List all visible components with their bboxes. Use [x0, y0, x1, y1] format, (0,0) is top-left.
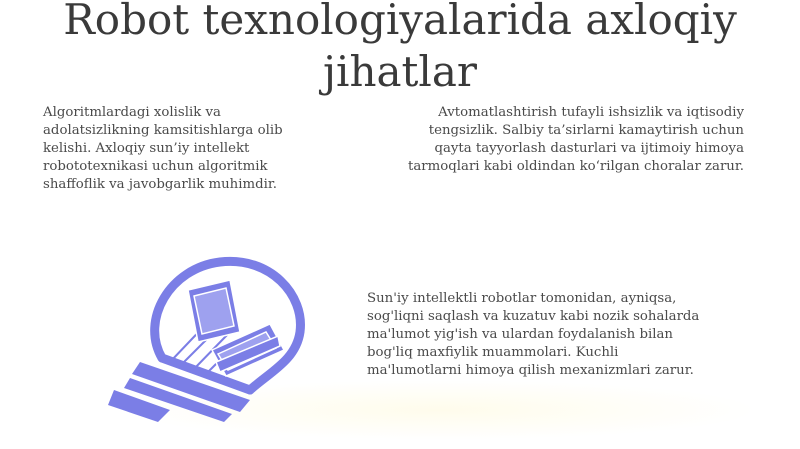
paragraph-algorithmic-bias: Algoritmlardagi xolislik va adolatsizlikning kamsitishlarga olib kelishi. Axloqiy sun’iy intellekt robototexnikasi uchun algoritmik shaffoflik va javobgarlik muhimdir. — [43, 105, 283, 192]
paragraph-privacy: Sun'iy intellektli robotlar tomonidan, ayniqsa, sog'liqni saqlash va kuzatuv kabi nozik sohalarda ma'lumot yig'ish va ulardan foydalanish bilan bog'liq maxfiylik muammolari. Kuchli ma'lumotlarni himoya qilish mexanizmlari zarur. — [367, 291, 700, 378]
slide-title: Robot texnologiyalarida axloqiy jihatlar — [63, 0, 737, 96]
paragraph-unemployment: Avtomatlashtirish tufayli ishsizlik va iqtisodiy tengsizlik. Salbiy ta’sirlarni kamaytirish uchun qayta tayyorlash dasturlari va ijtimoiy himoya tarmoqlari kabi oldindan ko‘rilgan choralar zarur. — [408, 105, 744, 174]
lightbulb-book-icon — [100, 250, 310, 425]
